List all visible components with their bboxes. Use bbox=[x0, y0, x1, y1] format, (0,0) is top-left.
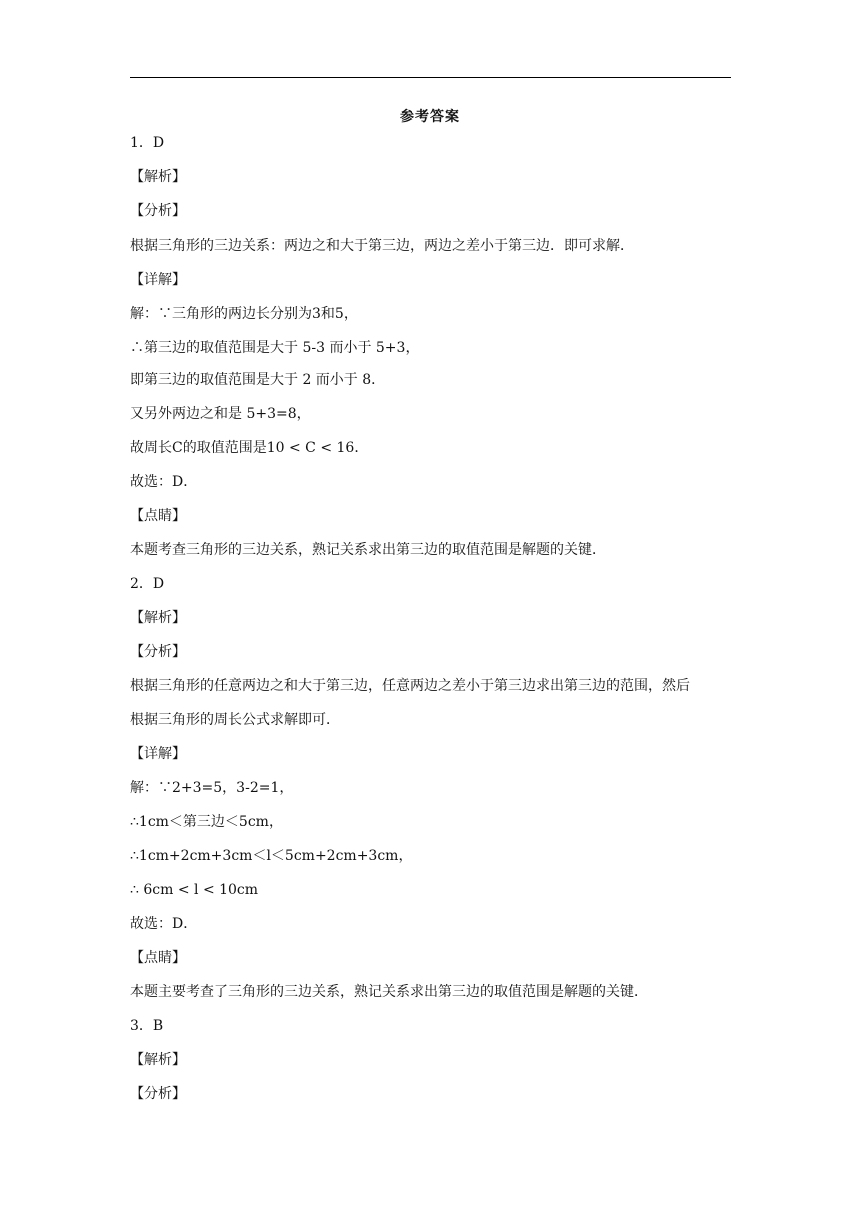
section-xiangjie-2: 【详解】 bbox=[130, 746, 186, 762]
solution-line-2-1: 解：∵2+3=5，3-2=1， bbox=[130, 780, 294, 796]
section-fenxi-2: 【分析】 bbox=[130, 644, 186, 660]
analysis-text-2b: 根据三角形的周长公式求解即可． bbox=[130, 712, 340, 728]
answer-number-1: 1．D bbox=[130, 135, 165, 151]
section-dianjing-2: 【点睛】 bbox=[130, 950, 186, 966]
choice-line-2: 故选：D． bbox=[130, 916, 198, 932]
answer-number-2: 2．D bbox=[130, 576, 165, 592]
page-title: 参考答案 bbox=[400, 109, 460, 125]
solution-line-2-3: ∴1cm+2cm+3cm＜l＜5cm+2cm+3cm， bbox=[130, 848, 413, 864]
section-jiexi-1: 【解析】 bbox=[130, 169, 186, 185]
comment-text-1: 本题考查三角形的三边关系，熟记关系求出第三边的取值范围是解题的关键． bbox=[130, 542, 606, 558]
section-jiexi-2: 【解析】 bbox=[130, 610, 186, 626]
section-xiangjie-1: 【详解】 bbox=[130, 272, 186, 288]
solution-line-2-4: ∴ 6cm < l < 10cm bbox=[130, 882, 259, 898]
solution-line-1-5: 故周长C的取值范围是10 < C < 16． bbox=[130, 440, 369, 456]
solution-line-1-1: 解：∵三角形的两边长分别为3和5， bbox=[130, 306, 358, 322]
analysis-text-1: 根据三角形的三边关系：两边之和大于第三边，两边之差小于第三边．即可求解． bbox=[130, 238, 634, 254]
header-rule bbox=[130, 77, 731, 78]
solution-line-1-2: ∴第三边的取值范围是大于 5-3 而小于 5+3， bbox=[130, 340, 420, 356]
choice-line-1: 故选：D． bbox=[130, 474, 198, 490]
answer-number-3: 3．B bbox=[130, 1018, 164, 1034]
section-jiexi-3: 【解析】 bbox=[130, 1052, 186, 1068]
analysis-text-2a: 根据三角形的任意两边之和大于第三边，任意两边之差小于第三边求出第三边的范围，然后 bbox=[130, 678, 690, 694]
comment-text-2: 本题主要考查了三角形的三边关系，熟记关系求出第三边的取值范围是解题的关键． bbox=[130, 984, 648, 1000]
solution-line-2-2: ∴1cm＜第三边＜5cm， bbox=[130, 814, 283, 830]
section-fenxi-1: 【分析】 bbox=[130, 203, 186, 219]
solution-line-1-3: 即第三边的取值范围是大于 2 而小于 8． bbox=[130, 372, 386, 388]
section-dianjing-1: 【点睛】 bbox=[130, 508, 186, 524]
section-fenxi-3: 【分析】 bbox=[130, 1086, 186, 1102]
solution-line-1-4: 又另外两边之和是 5+3=8， bbox=[130, 406, 311, 422]
